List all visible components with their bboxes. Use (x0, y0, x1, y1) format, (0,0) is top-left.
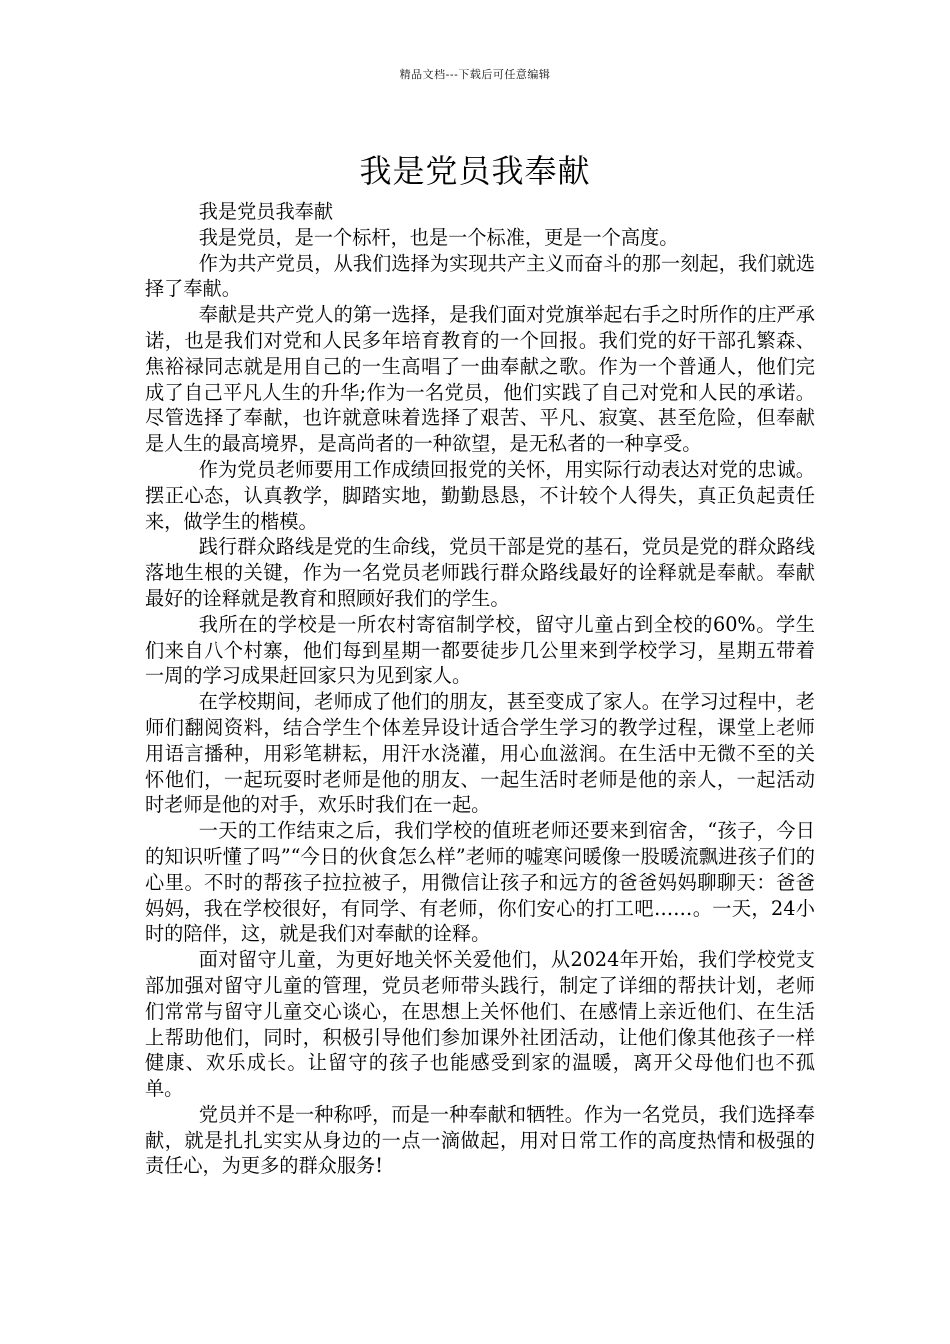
header-note: 精品文档---下载后可任意编辑 (399, 68, 551, 81)
paragraph: 奉献是共产党人的第一选择，是我们面对党旗举起右手之时所作的庄严承诺，也是我们对党和人民多年培育教育的一个回报。我们党的好干部孔繁森、焦裕禄同志就是用自己的一生高唱了一曲奉献之歌。作为一个普通人，他们完成了自己平凡人生的升华;作为一名党员，他们实践了自己对党和人民的承诺。尽管选择了奉献，也许就意味着选择了艰苦、平凡、寂寞、甚至危险，但奉献是人生的最高境界，是高尚者的一种欲望，是无私者的一种享受。 (145, 303, 815, 456)
paragraph: 践行群众路线是党的生命线，党员干部是党的基石，党员是党的群众路线落地生根的关键，作为一名党员老师践行群众路线最好的诠释就是奉献。奉献最好的诠释就是教育和照顾好我们的学生。 (145, 535, 815, 610)
paragraph: 面对留守儿童，为更好地关怀关爱他们，从2024年开始，我们学校党支部加强对留守儿童的管理，党员老师带头践行，制定了详细的帮扶计划，老师们常常与留守儿童交心谈心，在思想上关怀他们、在感情上亲近他们、在生活上帮助他们，同时，积极引导他们参加课外社团活动，让他们像其他孩子一样健康、欢乐成长。让留守的孩子也能感受到家的温暖，离开父母他们也不孤单。 (145, 948, 815, 1101)
paragraph: 我所在的学校是一所农村寄宿制学校，留守儿童占到全校的60%。学生们来自八个村寨，他们每到星期一都要徒步几公里来到学校学习，星期五带着一周的学习成果赶回家只为见到家人。 (145, 612, 815, 688)
paragraph: 作为共产党员，从我们选择为实现共产主义而奋斗的那一刻起，我们就选择了奉献。 (145, 251, 815, 301)
paragraph: 我是党员，是一个标杆，也是一个标准，更是一个高度。 (198, 225, 679, 249)
paragraph: 作为党员老师要用工作成绩回报党的关怀，用实际行动表达对党的忠诚。摆正心态，认真教学，脚踏实地，勤勤恳恳，不计较个人得失，真正负起责任来，做学生的楷模。 (145, 457, 815, 533)
paragraph: 我是党员我奉献 (198, 200, 334, 223)
paragraph: 一天的工作结束之后，我们学校的值班老师还要来到宿舍，“孩子，今日的知识听懂了吗”“今日的伙食怎么样”老师的嘘寒问暖像一股暖流飘进孩子们的心里。不时的帮孩子拉拉被子，用微信让孩子和远方的爸爸妈妈聊聊天：爸爸妈妈，我在学校很好，有同学、有老师，你们安心的打工吧……。一天，24小时的陪伴，这，就是我们对奉献的诠释。 (145, 819, 815, 946)
paragraph: 党员并不是一种称呼，而是一种奉献和牺牲。作为一名党员，我们选择奉献，就是扎扎实实从身边的一点一滴做起，用对日常工作的高度热情和极强的责任心，为更多的群众服务! (145, 1102, 815, 1178)
paragraph: 在学校期间，老师成了他们的朋友，甚至变成了家人。在学习过程中，老师们翻阅资料，结合学生个体差异设计适合学生学习的教学过程，课堂上老师用语言播种，用彩笔耕耘，用汗水浇灌，用心血滋润。在生活中无微不至的关怀他们，一起玩耍时老师是他的朋友、一起生活时老师是他的亲人，一起活动时老师是他的对手，欢乐时我们在一起。 (145, 690, 815, 817)
document-title: 我是党员我奉献 (359, 152, 591, 191)
document-body (145, 199, 815, 1179)
